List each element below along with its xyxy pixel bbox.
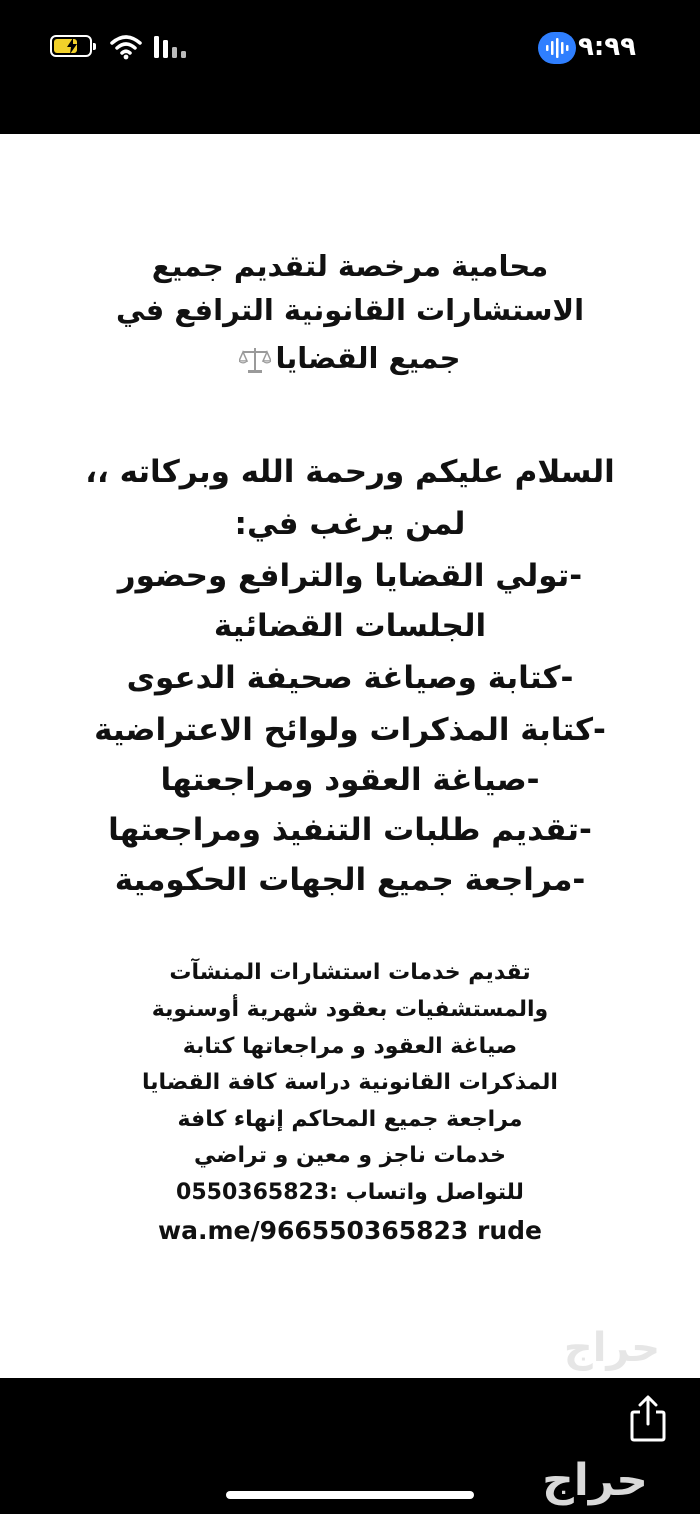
title-line-2: الاستشارات القانونية الترافع في [115, 293, 585, 327]
charging-bolt-icon [66, 38, 78, 54]
bottom-bar [0, 1378, 700, 1514]
body-line-5: -كتابة وصياغة صحيفة الدعوى [126, 660, 574, 696]
services-line-2: والمستشفيات بعقود شهرية أوسنوية [151, 997, 549, 1022]
body-line-6: -كتابة المذكرات ولوائح الاعتراضية [94, 712, 606, 748]
title-line-3-text: جميع القضايا [275, 341, 461, 375]
whatsapp-link[interactable]: wa.me/966550365823 rude [157, 1216, 543, 1245]
body-line-2: لمن يرغب في: [234, 506, 466, 542]
services-line-1: تقديم خدمات استشارات المنشآت [169, 960, 531, 985]
screen-recording-indicator[interactable] [538, 32, 576, 64]
services-line-3: صياغة العقود و مراجعاتها كتابة [182, 1034, 518, 1059]
title-line-1: محامية مرخصة لتقديم جميع [151, 249, 549, 283]
body-line-3: -تولي القضايا والترافع وحضور [117, 558, 583, 594]
status-bar [0, 0, 700, 134]
body-line-4: الجلسات القضائية [213, 608, 487, 644]
body-line-8: -تقديم طلبات التنفيذ ومراجعتها [108, 812, 592, 848]
ad-image [0, 134, 700, 1378]
share-icon[interactable] [626, 1394, 670, 1444]
battery-icon [50, 35, 92, 57]
body-line-7: -صياغة العقود ومراجعتها [160, 762, 540, 798]
waveform-icon [538, 32, 576, 64]
scales-icon [239, 346, 271, 374]
haraj-logo: حراج [542, 1455, 648, 1506]
greeting-line: السلام عليكم ورحمة الله وبركاته ،، [85, 454, 615, 490]
contact-whatsapp-line: للتواصل واتساب :0550365823 [176, 1180, 524, 1205]
home-indicator[interactable] [226, 1491, 474, 1499]
services-line-6: خدمات ناجز و معين و تراضي [193, 1143, 507, 1168]
services-line-4: المذكرات القانونية دراسة كافة القضايا [142, 1070, 558, 1095]
services-line-5: مراجعة جميع المحاكم إنهاء كافة [177, 1107, 523, 1132]
title-line-3 [0, 336, 700, 380]
wifi-icon [110, 34, 142, 60]
body-line-9: -مراجعة جميع الجهات الحكومية [114, 862, 586, 898]
status-time: ٩:٩٩ [578, 32, 637, 62]
haraj-watermark: حراج [563, 1325, 661, 1371]
battery-nub [93, 43, 96, 50]
cellular-signal-icon [154, 36, 190, 58]
